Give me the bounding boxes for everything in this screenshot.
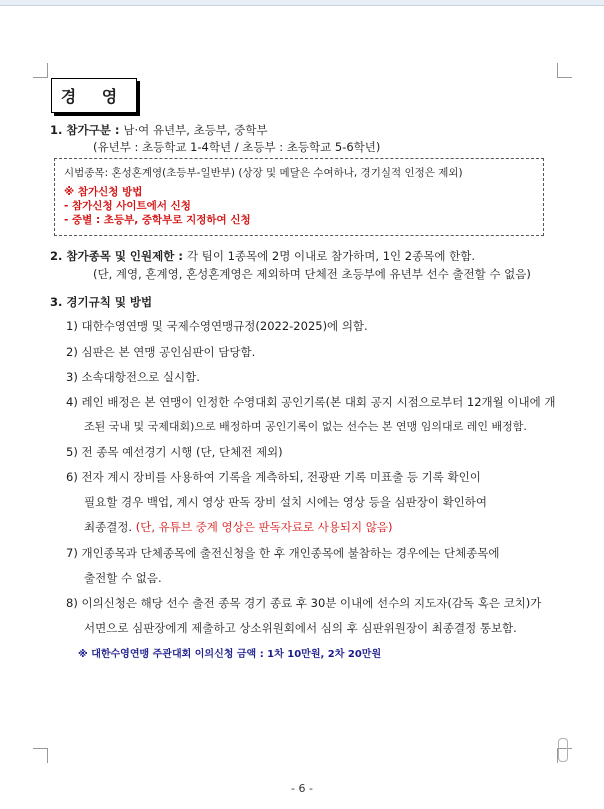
rule-item: 5) 전 종목 예선경기 시행 (단, 단체전 제외) bbox=[66, 445, 283, 459]
rule-item-cont bbox=[84, 520, 393, 534]
notice-line-1: 시범종목: 혼성혼계영(초등부-일반부) (상장 및 메달은 수여하나, 경기실적 인정은 제외) bbox=[64, 167, 463, 179]
rule-item: 4) 레인 배정은 본 연맹이 인정한 수영대회 공인기록(본 대회 공지 시점으로부터 12개월 이내에 개 bbox=[66, 395, 556, 409]
crop-mark-bottom-left bbox=[33, 748, 48, 763]
section-1-text: 남·여 유년부, 초등부, 중학부 bbox=[123, 123, 268, 137]
fee-note: ※ 대한수영연맹 주관대회 이의신청 금액 : 1차 10만원, 2차 20만원 bbox=[78, 649, 382, 660]
crop-mark-top-right bbox=[557, 63, 572, 78]
section-1-heading: 1. 참가구분 : bbox=[50, 123, 124, 137]
notice-line-4: - 중별 : 초등부, 중학부로 지정하여 신청 bbox=[64, 214, 251, 226]
notice-line-2: ※ 참가신청 방법 bbox=[64, 186, 143, 198]
window-top-edge bbox=[0, 0, 604, 6]
rule-item-cont: 서면으로 심판장에게 제출하고 상소위원회에서 심의 후 심판위원장이 최종결정 통보함. bbox=[84, 621, 517, 635]
paperclip-icon bbox=[558, 738, 568, 762]
section-2-heading: 2. 참가종목 및 인원제한 : bbox=[50, 249, 187, 263]
rule-item: 2) 심판은 본 연맹 공인심판이 담당함. bbox=[66, 345, 256, 359]
rule-item: 6) 전자 계시 장비를 사용하여 기록을 계측하되, 전광판 기록 미표출 등 기록 확인이 bbox=[66, 470, 481, 484]
section-2 bbox=[50, 249, 475, 263]
page-number: - 6 - bbox=[291, 782, 313, 795]
rule-item: 7) 개인종목과 단체종목에 출전신청을 한 후 개인종목에 불참하는 경우에는 단체종목에 bbox=[66, 546, 500, 560]
section-3-heading: 3. 경기규칙 및 방법 bbox=[50, 295, 153, 309]
section-1-sub: (유년부 : 초등학교 1-4학년 / 초등부 : 초등학교 5-6학년) bbox=[93, 140, 381, 154]
section-1 bbox=[50, 123, 268, 137]
rule-item: 8) 이의신청은 해당 선수 출전 종목 경기 종료 후 30분 이내에 선수의 지도자(감독 혹은 코치)가 bbox=[66, 596, 542, 610]
rule-item-cont: 필요할 경우 백업, 계시 영상 판독 장비 설치 시에는 영상 등을 심판장이 확인하여 bbox=[84, 495, 488, 509]
notice-line-3: - 참가신청 사이트에서 신청 bbox=[64, 200, 191, 212]
rule-item-final: 최종결정. bbox=[84, 520, 136, 534]
rule-item-cont: 조된 국내 및 국제대회)으로 배정하며 공인기록이 없는 선수는 본 연맹 임의대로 레인 배정함. bbox=[84, 420, 527, 433]
rule-item-cont: 출전할 수 없음. bbox=[84, 571, 162, 585]
rule-item-youtube-note: (단, 유튜브 중계 영상은 판독자료로 사용되지 않음) bbox=[135, 520, 393, 534]
section-2-text: 각 팀이 1종목에 2명 이내로 참가하며, 1인 2종목에 한함. bbox=[186, 249, 475, 263]
section-2-sub: (단, 계영, 혼계영, 혼성혼계영은 제외하며 단체전 초등부에 유년부 선수 출전할 수 없음) bbox=[93, 267, 531, 281]
rule-item: 1) 대한수영연맹 및 국제수영연맹규정(2022-2025)에 의함. bbox=[66, 319, 368, 333]
crop-mark-top-left bbox=[33, 63, 48, 78]
section-title: 경 영 bbox=[51, 78, 137, 113]
rule-item: 3) 소속대항전으로 실시함. bbox=[66, 370, 200, 384]
